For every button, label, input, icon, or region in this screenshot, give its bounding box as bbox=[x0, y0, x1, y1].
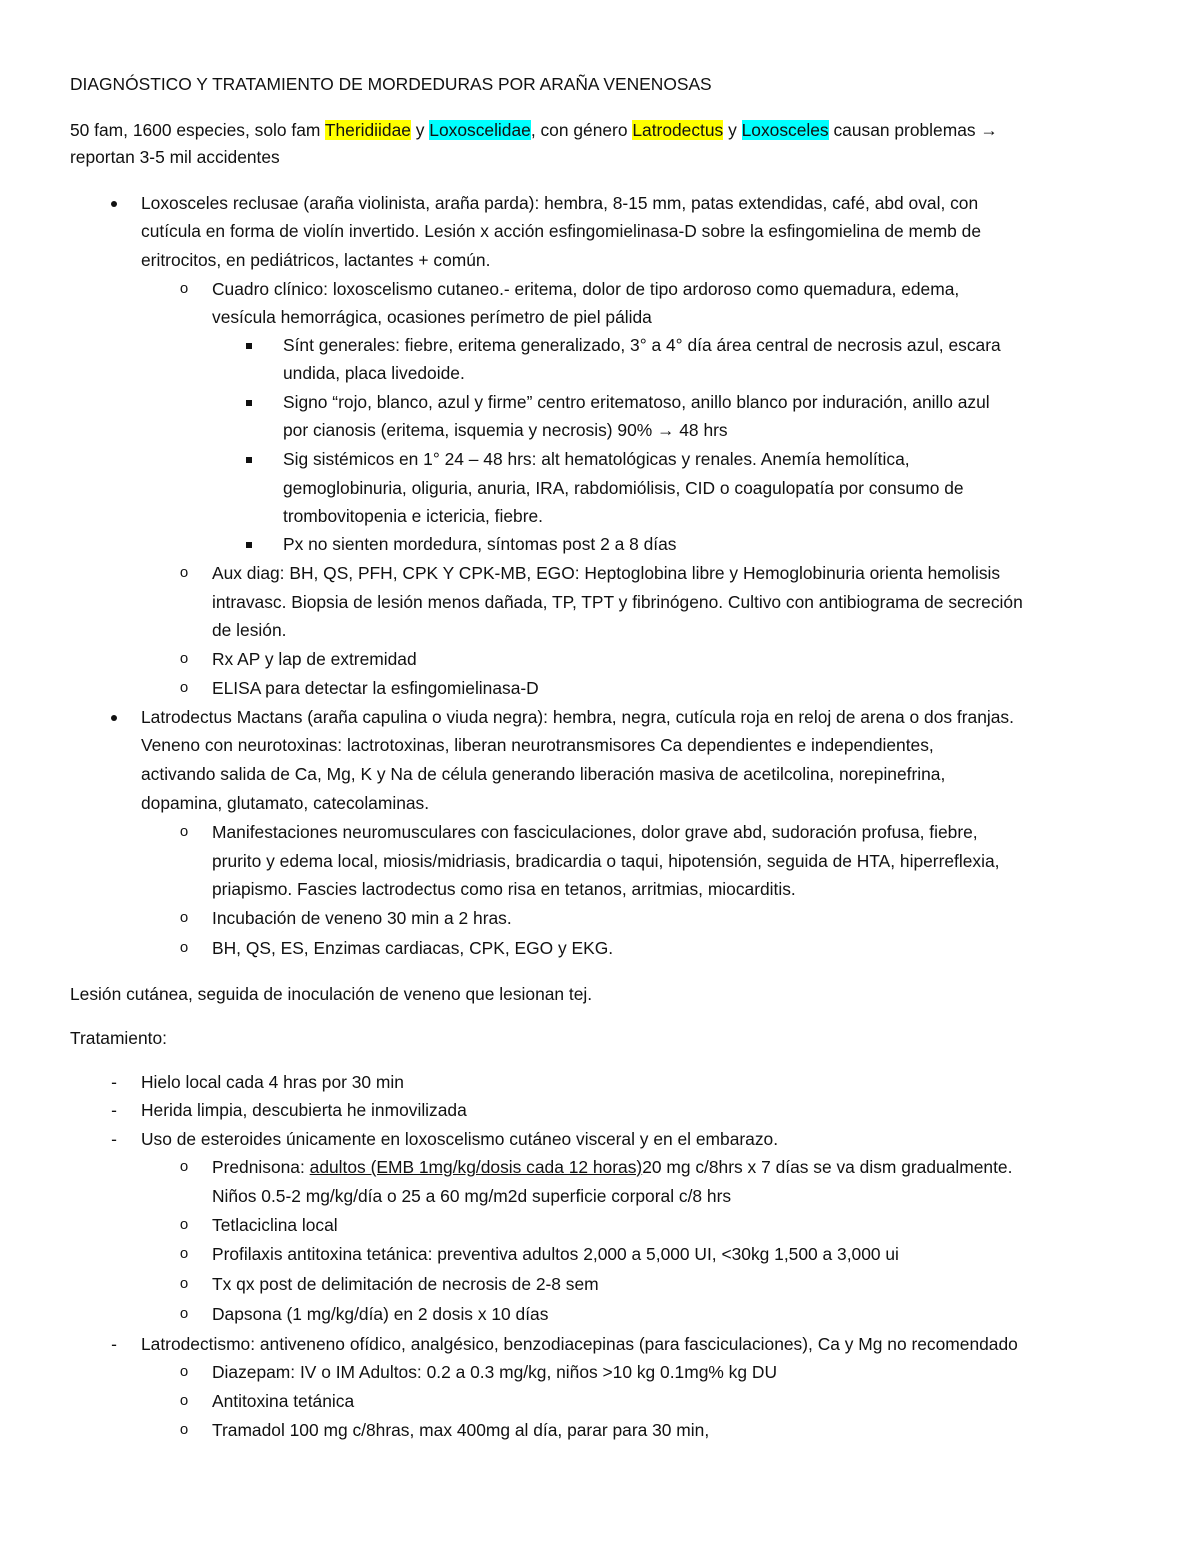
aux-diag: de lesión. bbox=[212, 620, 287, 640]
tx-hielo: Hielo local cada 4 hras por 30 min bbox=[141, 1072, 404, 1092]
tx-prednisona-ninos: Niños 0.5-2 mg/kg/día o 25 a 60 mg/m2d superficie corporal c/8 hrs bbox=[212, 1186, 732, 1206]
sub-bullet: o bbox=[179, 1392, 189, 1409]
tx-antitoxina: Antitoxina tetánica bbox=[212, 1391, 355, 1411]
latrodectus-text: Latrodectus Mactans (araña capulina o viuda negra): hembra, negra, cutícula roja en reloj de arena o dos franjas. bbox=[141, 707, 1014, 727]
highlight-loxosceles: Loxosceles bbox=[741, 120, 829, 140]
sub-bullet: o bbox=[179, 1158, 189, 1175]
signo-rojo-blanco: por cianosis (eritema, isquemia y necrosis) 90% → 48 hrs bbox=[283, 420, 728, 440]
sub-bullet: o bbox=[179, 939, 189, 956]
sub-bullet: o bbox=[179, 823, 189, 840]
lesion-paragraph: Lesión cutánea, seguida de inoculación de veneno que lesionan tej. bbox=[70, 984, 593, 1004]
square-bullet bbox=[242, 448, 256, 470]
tx-esteroides: Uso de esteroides únicamente en loxoscelismo cutáneo visceral y en el embarazo. bbox=[141, 1129, 779, 1149]
signos-sistemicos: Sig sistémicos en 1° 24 – 48 hrs: alt hematológicas y renales. Anemía hemolítica, bbox=[283, 449, 910, 469]
highlight-theridiidae: Theridiidae bbox=[324, 120, 411, 140]
signos-sistemicos: trombovitopenia e ictericia, fiebre. bbox=[283, 506, 544, 526]
signo-rojo-blanco: Signo “rojo, blanco, azul y firme” centro eritematoso, anillo blanco por induración, anillo azul bbox=[283, 392, 990, 412]
latrodectus-text: dopamina, glutamato, catecolaminas. bbox=[141, 793, 430, 813]
cuadro-clinico: vesícula hemorrágica, ocasiones perímetro de piel pálida bbox=[212, 307, 652, 327]
loxosceles-text: eritrocitos, en pediátricos, lactantes + común. bbox=[141, 250, 491, 270]
loxosceles-text: cutícula en forma de violín invertido. Lesión x acción esfingomielinasa-D sobre la esfingomielina de memb de bbox=[141, 221, 982, 241]
rx-item: Rx AP y lap de extremidad bbox=[212, 649, 417, 669]
laboratorios: BH, QS, ES, Enzimas cardiacas, CPK, EGO y EKG. bbox=[212, 938, 614, 958]
tx-dapsona: Dapsona (1 mg/kg/día) en 2 dosis x 10 días bbox=[212, 1304, 549, 1324]
dash-bullet: - bbox=[111, 1129, 117, 1149]
cuadro-clinico: Cuadro clínico: loxoscelismo cutaneo.- eritema, dolor de tipo ardoroso como quemadura, edema, bbox=[212, 279, 960, 299]
intro-line-1: 50 fam, 1600 especies, solo fam Theridiidae y Loxoscelidae, con género Latrodectus y Loxosceles causan problemas → bbox=[70, 120, 998, 140]
tx-profilaxis: Profilaxis antitoxina tetánica: preventiva adultos 2,000 a 5,000 UI, <30kg 1,500 a 3,000 ui bbox=[212, 1244, 899, 1264]
sintomas-generales: Sínt generales: fiebre, eritema generalizado, 3° a 4° día área central de necrosis azul, escara bbox=[283, 335, 1001, 355]
manifestaciones: priapismo. Fascies lactrodectus como risa en tetanos, arritmias, miocarditis. bbox=[212, 879, 796, 899]
dash-bullet: - bbox=[111, 1334, 117, 1354]
square-bullet bbox=[242, 533, 256, 555]
latrodectus-text: activando salida de Ca, Mg, K y Na de célula generando liberación masiva de acetilcolina, norepinefrina, bbox=[141, 764, 946, 784]
tx-tramadol: Tramadol 100 mg c/8hras, max 400mg al día, parar para 30 min, bbox=[212, 1420, 710, 1440]
elisa-item: ELISA para detectar la esfingomielinasa-D bbox=[212, 678, 539, 698]
sub-bullet: o bbox=[179, 280, 189, 297]
sub-bullet: o bbox=[179, 1216, 189, 1233]
tx-diazepam: Diazepam: IV o IM Adultos: 0.2 a 0.3 mg/kg, niños >10 kg 0.1mg% kg DU bbox=[212, 1362, 777, 1382]
latrodectus-text: Veneno con neurotoxinas: lactrotoxinas, liberan neurotransmisores Ca dependientes e independientes, bbox=[141, 735, 934, 755]
square-bullet bbox=[242, 334, 256, 356]
bullet-dot bbox=[104, 192, 124, 214]
incubacion: Incubación de veneno 30 min a 2 hras. bbox=[212, 908, 512, 928]
manifestaciones: prurito y edema local, miosis/midriasis, bradicardia o taqui, hipotensión, seguida de HTA, hiperreflexia, bbox=[212, 851, 1000, 871]
sub-bullet: o bbox=[179, 1275, 189, 1292]
intro-line-2: reportan 3-5 mil accidentes bbox=[70, 147, 280, 167]
signos-sistemicos: gemoglobinuria, oliguria, anuria, IRA, rabdomiólisis, CID o coagulopatía por consumo de bbox=[283, 478, 964, 498]
sub-bullet: o bbox=[179, 1363, 189, 1380]
px-note: Px no sienten mordedura, síntomas post 2 a 8 días bbox=[283, 534, 677, 554]
manifestaciones: Manifestaciones neuromusculares con fasciculaciones, dolor grave abd, sudoración profusa, fiebre, bbox=[212, 822, 978, 842]
bullet-dot bbox=[104, 706, 124, 728]
square-bullet bbox=[242, 391, 256, 413]
tx-prednisona: Prednisona: adultos (EMB 1mg/kg/dosis cada 12 horas)20 mg c/8hrs x 7 días se va dism gradualmente. bbox=[212, 1157, 1013, 1177]
document-title: DIAGNÓSTICO Y TRATAMIENTO DE MORDEDURAS POR ARAÑA VENENOSAS bbox=[70, 74, 712, 94]
dash-bullet: - bbox=[111, 1072, 117, 1092]
sub-bullet: o bbox=[179, 1245, 189, 1262]
dash-bullet: - bbox=[111, 1100, 117, 1120]
tx-latrodectismo: Latrodectismo: antiveneno ofídico, analgésico, benzodiacepinas (para fasciculaciones), Ca y Mg no recomendado bbox=[141, 1334, 1018, 1354]
sub-bullet: o bbox=[179, 679, 189, 696]
tx-tetlaciclina: Tetlaciclina local bbox=[212, 1215, 338, 1235]
sub-bullet: o bbox=[179, 1305, 189, 1322]
sub-bullet: o bbox=[179, 564, 189, 581]
tx-herida: Herida limpia, descubierta he inmovilizada bbox=[141, 1100, 467, 1120]
highlight-loxoscelidae: Loxoscelidae bbox=[429, 120, 531, 140]
loxosceles-text: Loxosceles reclusae (araña violinista, araña parda): hembra, 8-15 mm, patas extendidas, café, abd oval, con bbox=[141, 193, 979, 213]
tratamiento-heading: Tratamiento: bbox=[70, 1028, 167, 1048]
sub-bullet: o bbox=[179, 1421, 189, 1438]
tx-quirurgico: Tx qx post de delimitación de necrosis de 2-8 sem bbox=[212, 1274, 599, 1294]
highlight-latrodectus: Latrodectus bbox=[632, 120, 724, 140]
aux-diag: Aux diag: BH, QS, PFH, CPK Y CPK-MB, EGO: Heptoglobina libre y Hemoglobinuria orienta hemolisis bbox=[212, 563, 1001, 583]
aux-diag: intravasc. Biopsia de lesión menos dañada, TP, TPT y fibrinógeno. Cultivo con antibiograma de secreción bbox=[212, 592, 1023, 612]
sintomas-generales: undida, placa livedoide. bbox=[283, 363, 465, 383]
sub-bullet: o bbox=[179, 650, 189, 667]
underlined-text: adultos (EMB 1mg/kg/dosis cada 12 horas) bbox=[309, 1157, 643, 1177]
sub-bullet: o bbox=[179, 909, 189, 926]
